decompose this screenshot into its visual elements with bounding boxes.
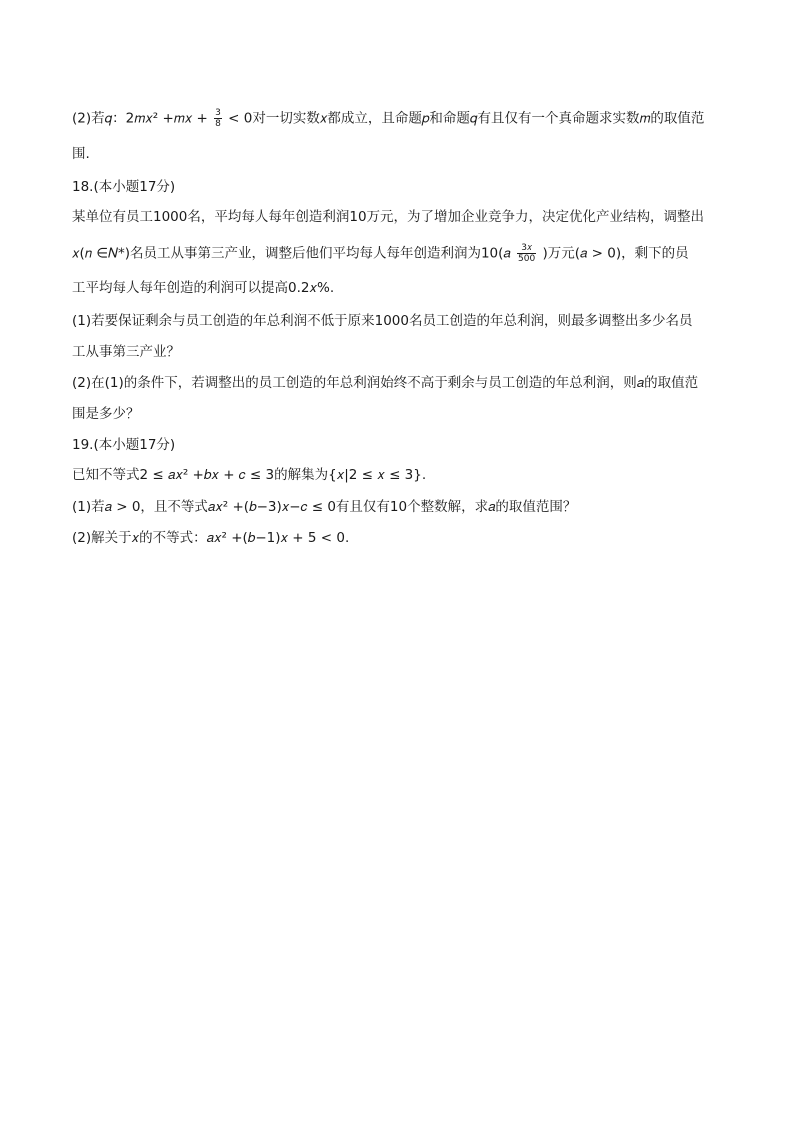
q18-part2-line2: 围是多少？ xyxy=(72,406,140,422)
fraction-3x-over-500 xyxy=(517,243,536,264)
fraction-numerator: 3 xyxy=(215,108,221,118)
fraction-three-eighths xyxy=(214,108,222,129)
q18-stem-line2 xyxy=(72,243,689,264)
q18-part2-line1: (2)在(1)的条件下，若调整出的员工创造的年总利润始终不高于剩余与员工创造的年总利润，则𝑎的取值范 xyxy=(72,375,699,391)
q18-part1-line2: 工从事第三产业？ xyxy=(72,344,180,360)
q19-part1: (1)若𝑎 > 0，且不等式𝑎𝑥² +(𝑏−3)𝑥−𝑐 ≤ 0有且仅有10个整数解，求𝑎的取值范围？ xyxy=(72,499,577,515)
q17-part2-line2: 围. xyxy=(72,146,90,162)
q18-stem-line3: 工平均每人每年创造的利润可以提高0.2𝑥%. xyxy=(72,280,335,296)
q19-part2: (2)解关于𝑥的不等式：𝑎𝑥² +(𝑏−1)𝑥 + 5 < 0. xyxy=(72,530,350,546)
q18-stem-line1: 某单位有员工1000名，平均每人每年创造利润10万元，为了增加企业竞争力，决定优化产业结构，调整出 xyxy=(72,209,705,225)
q17-part2-line1 xyxy=(72,108,704,129)
q19-stem: 已知不等式2 ≤ 𝑎𝑥² +𝑏𝑥 + 𝑐 ≤ 3的解集为{𝑥|2 ≤ 𝑥 ≤ 3}. xyxy=(72,467,427,483)
q18-stem-line2-start: 𝑥(𝑛 ∈𝑁*)名员工从事第三产业，调整后他们平均每人每年创造利润为10(𝑎 xyxy=(72,245,511,262)
q17-part2-text-start: (2)若𝑞：2𝑚𝑥² +𝑚𝑥 + xyxy=(72,110,208,127)
q18-stem-line2-end: )万元(𝑎 > 0)，剩下的员 xyxy=(542,245,689,262)
fraction-denominator: 8 xyxy=(215,119,221,129)
fraction-denominator: 500 xyxy=(518,254,536,264)
q18-heading: 18.(本小题17分) xyxy=(72,179,176,195)
q17-part2-text-end: < 0对一切实数𝑥都成立，且命题𝑝和命题𝑞有且仅有一个真命题求实数𝑚的取值范 xyxy=(228,110,705,127)
q18-part1-line1: (1)若要保证剩余与员工创造的年总利润不低于原来1000名员工创造的年总利润，则最多调整出多少名员 xyxy=(72,313,693,329)
fraction-numerator: 3𝑥 xyxy=(517,243,536,254)
q19-heading: 19.(本小题17分) xyxy=(72,437,176,453)
